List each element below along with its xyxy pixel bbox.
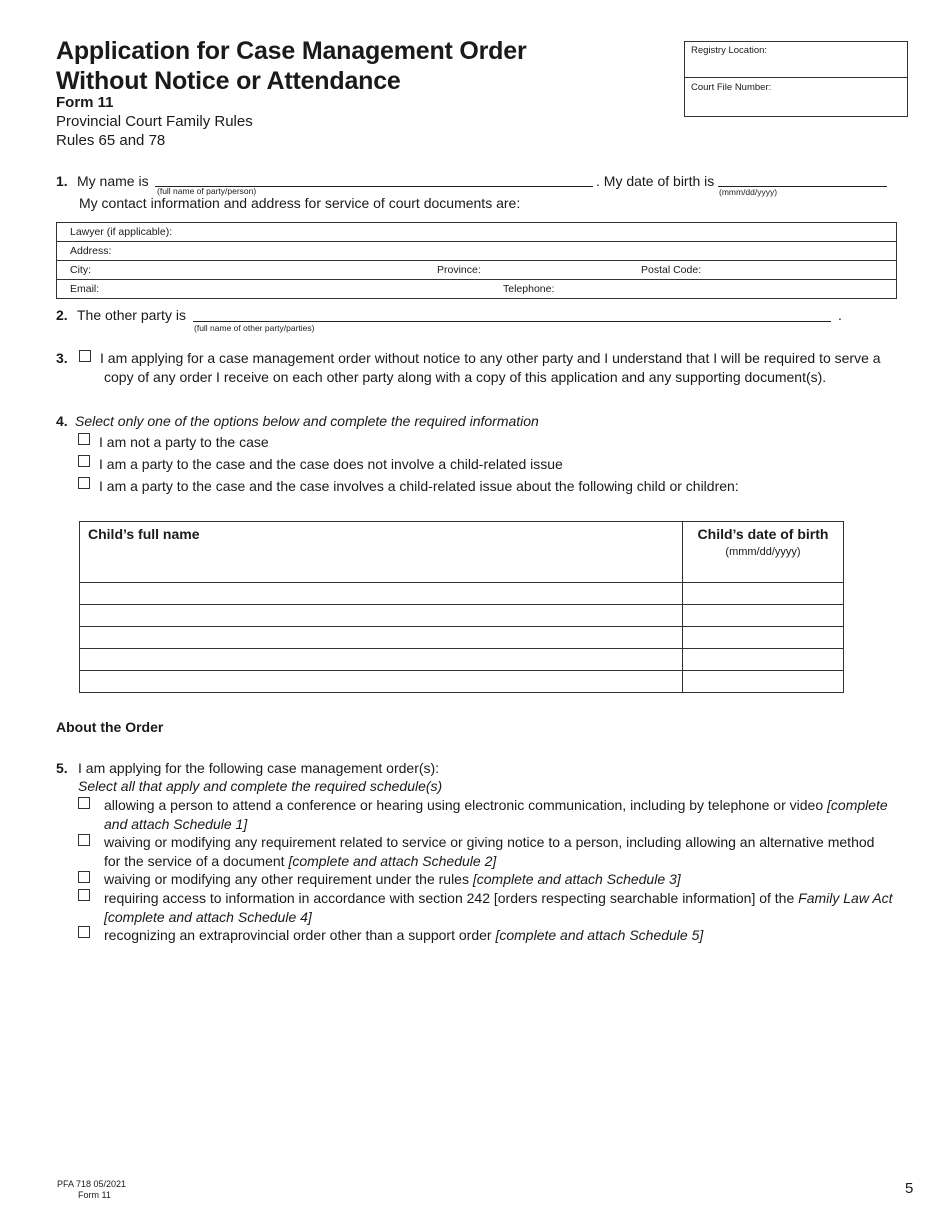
order-2-italic: [complete and attach Schedule 2] [288, 853, 497, 869]
order-4-italic-1: Family Law Act [798, 890, 893, 906]
section-3-number: 3. [56, 350, 68, 366]
contact-info-table [56, 222, 897, 299]
table-row [80, 671, 844, 693]
email-row[interactable] [57, 280, 896, 298]
order-1-italic-2: and attach Schedule 1] [104, 816, 248, 832]
dob-prefix: . My date of birth is [596, 173, 715, 189]
contact-text: My contact information and address for service of court documents are: [79, 195, 521, 211]
order-3-line-1: waiving or modifying any other requirement under the rules [104, 871, 469, 887]
name-prefix: My name is [77, 173, 149, 189]
order-5-italic: [complete and attach Schedule 5] [495, 927, 704, 943]
table-row [80, 649, 844, 671]
child-dob-cell[interactable] [683, 671, 844, 693]
table-row [80, 627, 844, 649]
dob-hint: (mmm/dd/yyyy) [719, 187, 778, 197]
rules-reference: Rules 65 and 78 [56, 132, 166, 149]
about-order-heading: About the Order [56, 719, 164, 735]
section-3-line-1: I am applying for a case management order without notice to any other party and I understand that I will be required to serve a [100, 350, 881, 366]
child-dob-header [683, 522, 844, 583]
order-5-text [104, 926, 894, 945]
child-dob-header-label: Child’s date of birth [697, 526, 829, 542]
section-3-line-2: copy of any order I receive on each other party along with a copy of this application and any supporting document(s). [104, 369, 827, 385]
subtitle [56, 112, 253, 150]
order-2-checkbox[interactable] [78, 834, 90, 846]
children-table-header [80, 522, 844, 583]
court-name: Provincial Court Family Rules [56, 113, 253, 130]
order-4-text [104, 889, 894, 927]
child-name-cell[interactable] [80, 649, 683, 671]
section-5-number: 5. [56, 760, 68, 776]
page-title [56, 36, 526, 96]
option-not-party-checkbox[interactable] [78, 433, 90, 445]
province-label: Province: [437, 264, 481, 276]
child-dob-cell[interactable] [683, 583, 844, 605]
telephone-label: Telephone: [503, 283, 555, 295]
other-party-prefix: The other party is [77, 307, 186, 323]
child-dob-cell[interactable] [683, 627, 844, 649]
order-1-italic-1: [complete [827, 797, 888, 813]
section-5-intro: I am applying for the following case management order(s): [78, 760, 440, 776]
section-3-checkbox[interactable] [79, 350, 91, 362]
city-row[interactable] [57, 261, 896, 280]
child-dob-header-hint: (mmm/dd/yyyy) [725, 546, 801, 558]
footer-form-number: Form 11 [78, 1190, 111, 1200]
child-dob-cell[interactable] [683, 649, 844, 671]
footer-form-code: PFA 718 05/2021 [57, 1179, 127, 1189]
court-file-number-field[interactable] [685, 79, 907, 115]
child-dob-cell[interactable] [683, 605, 844, 627]
order-5-checkbox[interactable] [78, 926, 90, 938]
option-no-child-issue-label: I am a party to the case and the case does not involve a child-related issue [99, 456, 563, 472]
registry-location-field[interactable] [685, 42, 907, 78]
order-4-checkbox[interactable] [78, 889, 90, 901]
order-1-text [104, 796, 894, 834]
order-2-line-2: the service of a document [124, 853, 285, 869]
other-party-input-line[interactable] [193, 321, 831, 322]
registry-location-label: Registry Location: [691, 45, 768, 56]
lawyer-row[interactable] [57, 223, 896, 242]
section-1-number: 1. [56, 173, 68, 189]
order-4-italic-2: [complete and attach Schedule 4] [104, 909, 312, 925]
court-file-number-label: Court File Number: [691, 82, 772, 93]
section-4-instruction: Select only one of the options below and complete the required information [75, 413, 539, 429]
order-1-line-1: allowing a person to attend a conference or hearing using electronic communication, including by telephone or video [104, 797, 824, 813]
address-row[interactable] [57, 242, 896, 261]
order-5-line-1: recognizing an extraprovincial order other than a support order [104, 927, 492, 943]
name-hint: (full name of party/person) [157, 186, 257, 196]
order-4-line-1: requiring access to information in accordance with section 242 [orders respecting searchable information] of the [104, 890, 795, 906]
option-not-party-label: I am not a party to the case [99, 434, 269, 450]
option-child-issue-label: I am a party to the case and the case involves a child-related issue about the following child or children: [99, 478, 739, 494]
option-child-issue-checkbox[interactable] [78, 477, 90, 489]
other-party-hint: (full name of other party/parties) [194, 323, 315, 333]
children-table [79, 521, 844, 693]
other-party-suffix: . [838, 307, 842, 323]
child-name-header: Child’s full name [80, 522, 683, 583]
registry-box [684, 41, 908, 117]
order-3-checkbox[interactable] [78, 871, 90, 883]
email-label: Email: [70, 283, 100, 295]
order-1-checkbox[interactable] [78, 797, 90, 809]
order-2-line-1: waiving or modifying any requirement related to service or giving notice to a person, including allowing an alternative method for [104, 834, 875, 869]
child-name-cell[interactable] [80, 583, 683, 605]
title-line-2: Without Notice or Attendance [56, 67, 401, 95]
table-row [80, 605, 844, 627]
option-no-child-issue-checkbox[interactable] [78, 455, 90, 467]
title-line-1: Application for Case Management Order [56, 37, 527, 65]
form-number: Form 11 [56, 94, 114, 111]
order-2-text [104, 833, 894, 871]
lawyer-label: Lawyer (if applicable): [70, 226, 173, 238]
postal-code-label: Postal Code: [641, 264, 702, 276]
footer-code [57, 1179, 126, 1201]
order-3-text [104, 870, 894, 889]
section-4-number: 4. [56, 413, 68, 429]
table-row [80, 583, 844, 605]
address-label: Address: [70, 245, 112, 257]
city-label: City: [70, 264, 91, 276]
child-name-cell[interactable] [80, 627, 683, 649]
child-name-cell[interactable] [80, 671, 683, 693]
section-5-instruction: Select all that apply and complete the required schedule(s) [78, 778, 443, 794]
section-2-number: 2. [56, 307, 68, 323]
order-3-italic: [complete and attach Schedule 3] [472, 871, 681, 887]
child-name-cell[interactable] [80, 605, 683, 627]
page-number: 5 [905, 1180, 914, 1197]
